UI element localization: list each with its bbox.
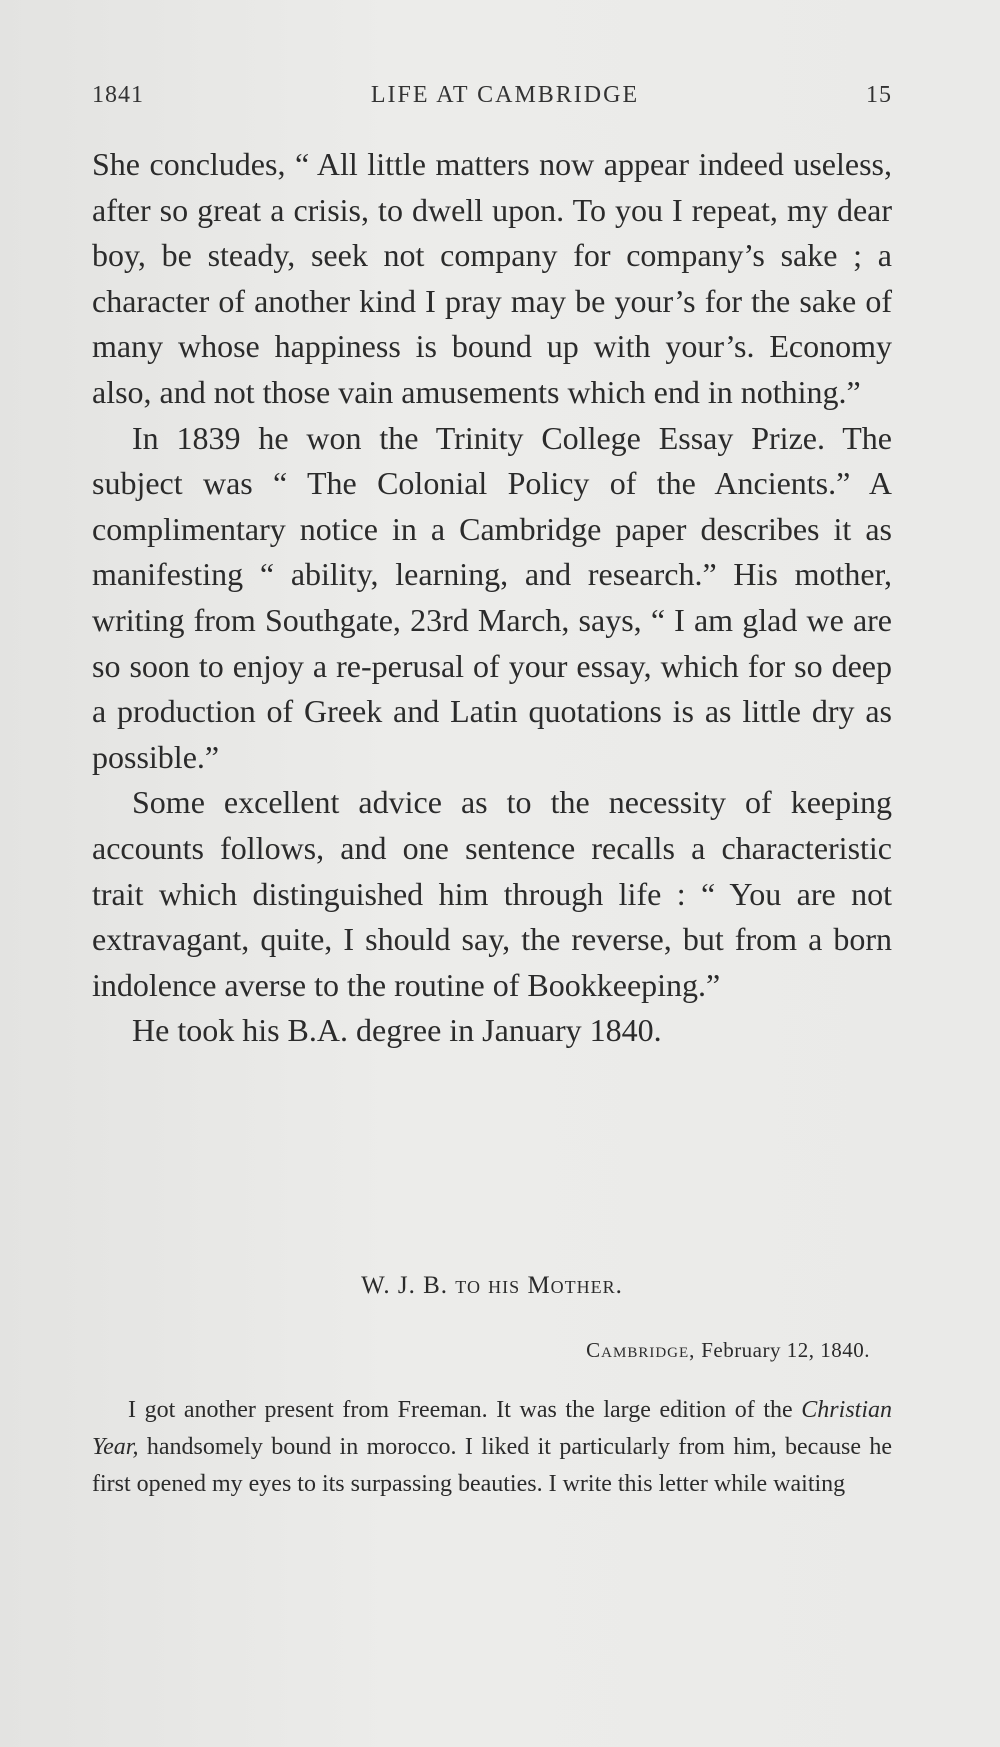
letter-text-part-1: I got another present from Freeman. It was the large edition of the bbox=[128, 1397, 802, 1423]
letter-paragraph bbox=[92, 1392, 892, 1503]
paragraph-1: She concludes, “ All little matters now appear indeed useless, after so great a crisis, to dwell upon. To you I repeat, my dear boy, be steady, seek not company for company’s sake ; a character of another kind I pray may be your’s for the sake of many whose happiness is bound up with your’s. Economy also, and not those vain amusements which end in nothing.” bbox=[92, 146, 892, 410]
paragraph-2: In 1839 he won the Trinity College Essay Prize. The subject was “ The Colonial Policy of the Ancients.” A complimentary notice in a Cambridge paper describes it as manifesting “ ability, learning, and research.” His mother, writing from Southgate, 23rd March, says, “ I am glad we are so soon to enjoy a re-perusal of your essay, which for so deep a production of Greek and Latin quotations is as little dry as possible.” bbox=[92, 419, 892, 775]
paragraph-4: He took his B.A. degree in January 1840. bbox=[132, 1012, 662, 1049]
letter-date: February 12, 1840. bbox=[695, 1338, 870, 1362]
letter-place: Cambridge, bbox=[586, 1338, 696, 1362]
letter-heading: W. J. B. to his Mother. bbox=[361, 1272, 623, 1299]
header-year: 1841 bbox=[92, 82, 144, 108]
body-text bbox=[92, 142, 892, 1054]
paragraph-3: Some excellent advice as to the necessity of keeping accounts follows, and one sentence recalls a characteristic trait which distinguished him through life : “ You are not extravagant, quite, I should say, the reverse, but from a born indolence averse to the routine of Bookkeeping.” bbox=[92, 784, 892, 1003]
running-head bbox=[92, 82, 892, 109]
book-title-christian-year: Christian Year, bbox=[92, 1397, 892, 1460]
letter-text bbox=[92, 1392, 892, 1503]
page-number: 15 bbox=[866, 82, 892, 108]
header-title: LIFE AT CAMBRIDGE bbox=[370, 82, 640, 108]
letter-text-part-2: handsomely bound in morocco. I liked it particularly from him, because he first opened my eyes to its surpassing beauties. I write this letter while waiting bbox=[92, 1434, 892, 1497]
letter-dateline bbox=[92, 1338, 870, 1363]
